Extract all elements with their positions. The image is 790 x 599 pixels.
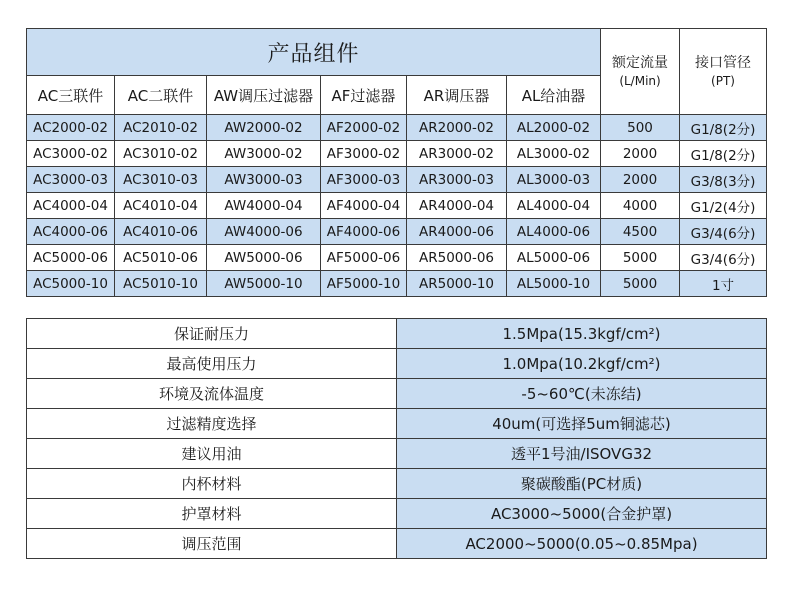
table-cell: G3/8(3分) xyxy=(680,167,767,193)
table-cell: AF2000-02 xyxy=(321,115,407,141)
table-cell: AW4000-04 xyxy=(207,193,321,219)
table-cell: AC4000-04 xyxy=(27,193,115,219)
table-cell: AC5000-10 xyxy=(27,271,115,297)
table-cell: AF3000-02 xyxy=(321,141,407,167)
spec-value: AC2000~5000(0.05~0.85Mpa) xyxy=(397,529,767,559)
spec-label: 保证耐压力 xyxy=(27,319,397,349)
column-header: AR调压器 xyxy=(407,76,507,115)
table-cell: AW5000-06 xyxy=(207,245,321,271)
table-title: 产品组件 xyxy=(27,29,601,76)
table-row xyxy=(27,271,767,297)
spec-value: -5~60℃(未冻结) xyxy=(397,379,767,409)
spec-label: 建议用油 xyxy=(27,439,397,469)
table-cell: AW3000-03 xyxy=(207,167,321,193)
table-cell: AL5000-06 xyxy=(507,245,601,271)
spec-row xyxy=(27,319,767,349)
table-cell: AF5000-10 xyxy=(321,271,407,297)
spec-row xyxy=(27,409,767,439)
product-table xyxy=(26,28,767,297)
spec-label: 内杯材料 xyxy=(27,469,397,499)
table-cell: AL5000-10 xyxy=(507,271,601,297)
column-header: AF过滤器 xyxy=(321,76,407,115)
table-row xyxy=(27,219,767,245)
table-cell: AR2000-02 xyxy=(407,115,507,141)
spec-value: 聚碳酸酯(PC材质) xyxy=(397,469,767,499)
table-cell: AW3000-02 xyxy=(207,141,321,167)
table-row xyxy=(27,141,767,167)
spec-value: 透平1号油/ISOVG32 xyxy=(397,439,767,469)
table-cell: G1/8(2分) xyxy=(680,141,767,167)
spec-row xyxy=(27,499,767,529)
spec-label: 过滤精度选择 xyxy=(27,409,397,439)
table-cell: AW5000-10 xyxy=(207,271,321,297)
spec-value: 1.5Mpa(15.3kgf/cm²) xyxy=(397,319,767,349)
table-cell: AR4000-06 xyxy=(407,219,507,245)
table-cell: 2000 xyxy=(601,167,680,193)
spec-label: 调压范围 xyxy=(27,529,397,559)
flow-unit: (L/Min) xyxy=(619,73,661,88)
port-header xyxy=(680,29,767,115)
spec-value: AC3000~5000(合金护罩) xyxy=(397,499,767,529)
table-cell: AC4010-06 xyxy=(115,219,207,245)
table-cell: AL3000-03 xyxy=(507,167,601,193)
table-cell: 4500 xyxy=(601,219,680,245)
table-cell: AC2000-02 xyxy=(27,115,115,141)
spec-row xyxy=(27,379,767,409)
table-cell: 5000 xyxy=(601,245,680,271)
table-cell: AC3000-03 xyxy=(27,167,115,193)
spec-table xyxy=(26,318,767,559)
table-cell: AL4000-06 xyxy=(507,219,601,245)
flow-header xyxy=(601,29,680,115)
table-cell: AC2010-02 xyxy=(115,115,207,141)
table-row xyxy=(27,167,767,193)
column-header: AL给油器 xyxy=(507,76,601,115)
table-cell: AR4000-04 xyxy=(407,193,507,219)
table-cell: AF4000-04 xyxy=(321,193,407,219)
spec-label: 最高使用压力 xyxy=(27,349,397,379)
table-cell: AR3000-03 xyxy=(407,167,507,193)
table-cell: AL2000-02 xyxy=(507,115,601,141)
table-cell: AL4000-04 xyxy=(507,193,601,219)
table-cell: AC5010-06 xyxy=(115,245,207,271)
table-cell: AC3010-02 xyxy=(115,141,207,167)
table-cell: AF4000-06 xyxy=(321,219,407,245)
table-cell: AL3000-02 xyxy=(507,141,601,167)
table-cell: G3/4(6分) xyxy=(680,219,767,245)
column-header: AC三联件 xyxy=(27,76,115,115)
port-unit: (PT) xyxy=(711,73,735,88)
spec-label: 护罩材料 xyxy=(27,499,397,529)
spec-value: 1.0Mpa(10.2kgf/cm²) xyxy=(397,349,767,379)
table-cell: AR5000-06 xyxy=(407,245,507,271)
column-header: AC二联件 xyxy=(115,76,207,115)
table-cell: AF5000-06 xyxy=(321,245,407,271)
table-row xyxy=(27,115,767,141)
column-header: AW调压过滤器 xyxy=(207,76,321,115)
table-cell: AC4010-04 xyxy=(115,193,207,219)
table-row xyxy=(27,193,767,219)
table-cell: 4000 xyxy=(601,193,680,219)
flow-header-label: 额定流量 xyxy=(612,54,669,71)
table-cell: AC5010-10 xyxy=(115,271,207,297)
table-cell: AC3010-03 xyxy=(115,167,207,193)
spec-row xyxy=(27,469,767,499)
table-cell: AR3000-02 xyxy=(407,141,507,167)
table-cell: AW4000-06 xyxy=(207,219,321,245)
table-cell: G1/8(2分) xyxy=(680,115,767,141)
spec-value: 40um(可选择5um铜滤芯) xyxy=(397,409,767,439)
table-cell: AC3000-02 xyxy=(27,141,115,167)
table-row xyxy=(27,245,767,271)
table-cell: G1/2(4分) xyxy=(680,193,767,219)
table-cell: G3/4(6分) xyxy=(680,245,767,271)
table-cell: AC5000-06 xyxy=(27,245,115,271)
table-cell: AC4000-06 xyxy=(27,219,115,245)
port-header-label: 接口管径 xyxy=(695,54,752,71)
table-cell: 1寸 xyxy=(680,271,767,297)
table-cell: 2000 xyxy=(601,141,680,167)
table-cell: AF3000-03 xyxy=(321,167,407,193)
table-cell: 5000 xyxy=(601,271,680,297)
table-cell: AR5000-10 xyxy=(407,271,507,297)
spec-row xyxy=(27,349,767,379)
table-cell: AW2000-02 xyxy=(207,115,321,141)
table-cell: 500 xyxy=(601,115,680,141)
spec-row xyxy=(27,439,767,469)
spec-row xyxy=(27,529,767,559)
spec-label: 环境及流体温度 xyxy=(27,379,397,409)
